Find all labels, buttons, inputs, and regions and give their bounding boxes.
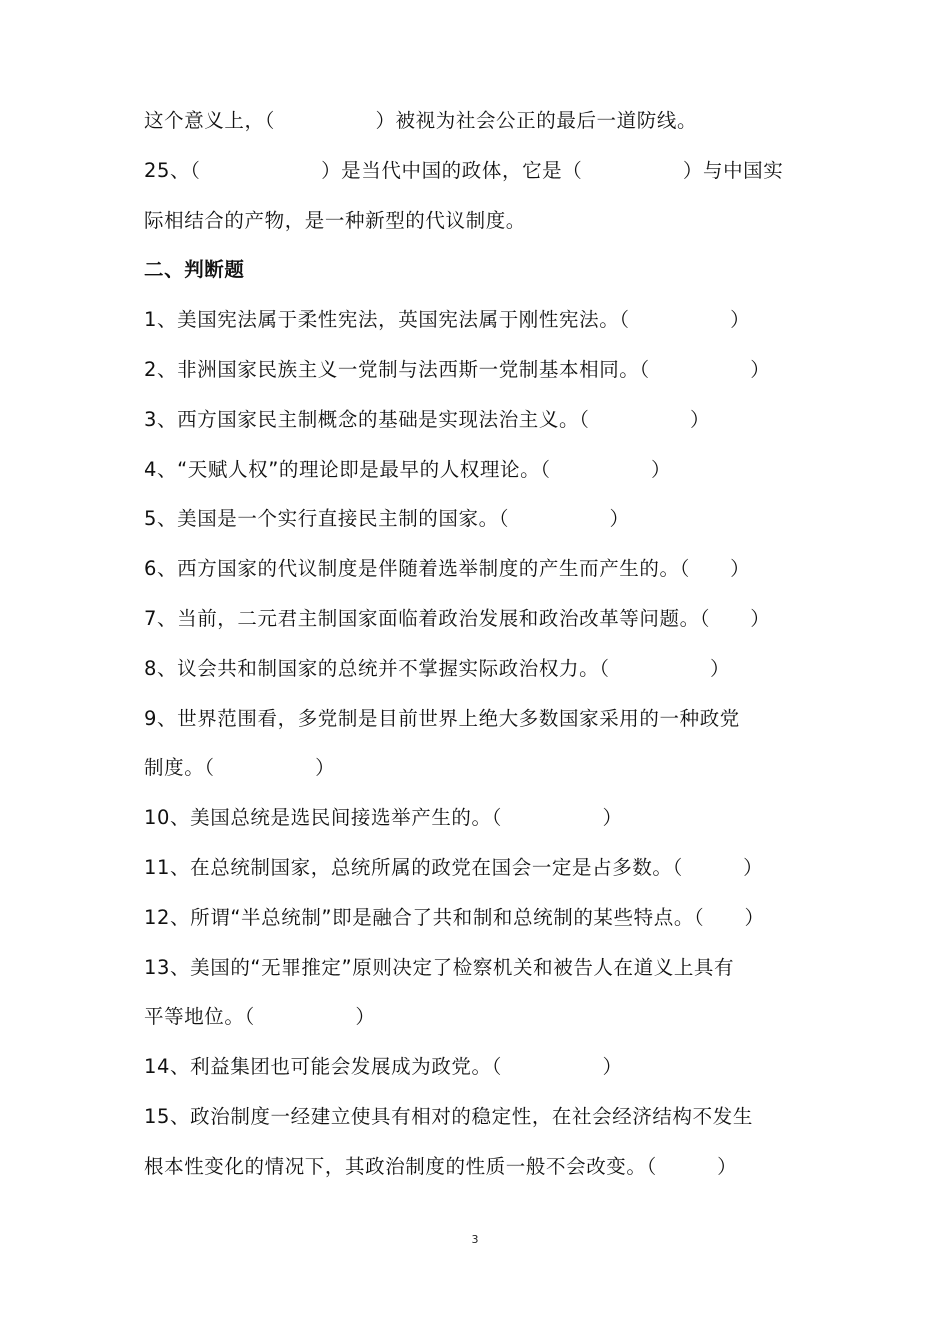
judgment-item-8: 8、议会共和制国家的总统并不掌握实际政治权力。（ ） bbox=[144, 656, 731, 680]
judgment-item-6: 6、西方国家的代议制度是伴随着选举制度的产生而产生的。（ ） bbox=[144, 557, 751, 581]
judgment-item-14: 14、利益集团也可能会发展成为政党。（ ） bbox=[144, 1055, 623, 1079]
question-25: 25、（ ）是当代中国的政体，它是（ ）与中国实 bbox=[144, 158, 784, 182]
judgment-item-5: 5、美国是一个实行直接民主制的国家。（ ） bbox=[144, 507, 630, 531]
judgment-item-9: 9、世界范围看，多党制是目前世界上绝大多数国家采用的一种政党 bbox=[144, 706, 740, 730]
judgment-item-13-cont: 平等地位。（ ） bbox=[144, 1005, 376, 1029]
judgment-item-11: 11、在总统制国家，总统所属的政党在国会一定是占多数。（ ） bbox=[144, 855, 764, 879]
judgment-item-2: 2、非洲国家民族主义一党制与法西斯一党制基本相同。（ ） bbox=[144, 357, 771, 381]
judgment-item-15-cont: 根本性变化的情况下，其政治制度的性质一般不会改变。（ ） bbox=[144, 1154, 738, 1178]
judgment-item-9-cont: 制度。（ ） bbox=[144, 756, 336, 780]
judgment-item-12: 12、所谓“半总统制”即是融合了共和制和总统制的某些特点。（ ） bbox=[144, 905, 765, 929]
page-number: 3 bbox=[471, 1233, 479, 1246]
judgment-item-7: 7、当前，二元君主制国家面临着政治发展和政治改革等问题。（ ） bbox=[144, 606, 771, 630]
text-line: 际相结合的产物，是一种新型的代议制度。 bbox=[144, 208, 526, 232]
text-line: 这个意义上，（ ）被视为社会公正的最后一道防线。 bbox=[144, 109, 698, 132]
judgment-item-13: 13、美国的“无罪推定”原则决定了检察机关和被告人在道义上具有 bbox=[144, 955, 735, 979]
section-heading: 二、判断题 bbox=[144, 258, 245, 282]
judgment-item-3: 3、西方国家民主制概念的基础是实现法治主义。（ ） bbox=[144, 407, 711, 431]
judgment-item-15: 15、政治制度一经建立使具有相对的稳定性，在社会经济结构不发生 bbox=[144, 1104, 753, 1128]
judgment-item-4: 4、“天赋人权”的理论即是最早的人权理论。（ ） bbox=[144, 457, 672, 481]
judgment-item-10: 10、美国总统是选民间接选举产生的。（ ） bbox=[144, 806, 623, 830]
judgment-item-1: 1、美国宪法属于柔性宪法，英国宪法属于刚性宪法。（ ） bbox=[144, 308, 751, 332]
page-content bbox=[144, 96, 812, 1192]
